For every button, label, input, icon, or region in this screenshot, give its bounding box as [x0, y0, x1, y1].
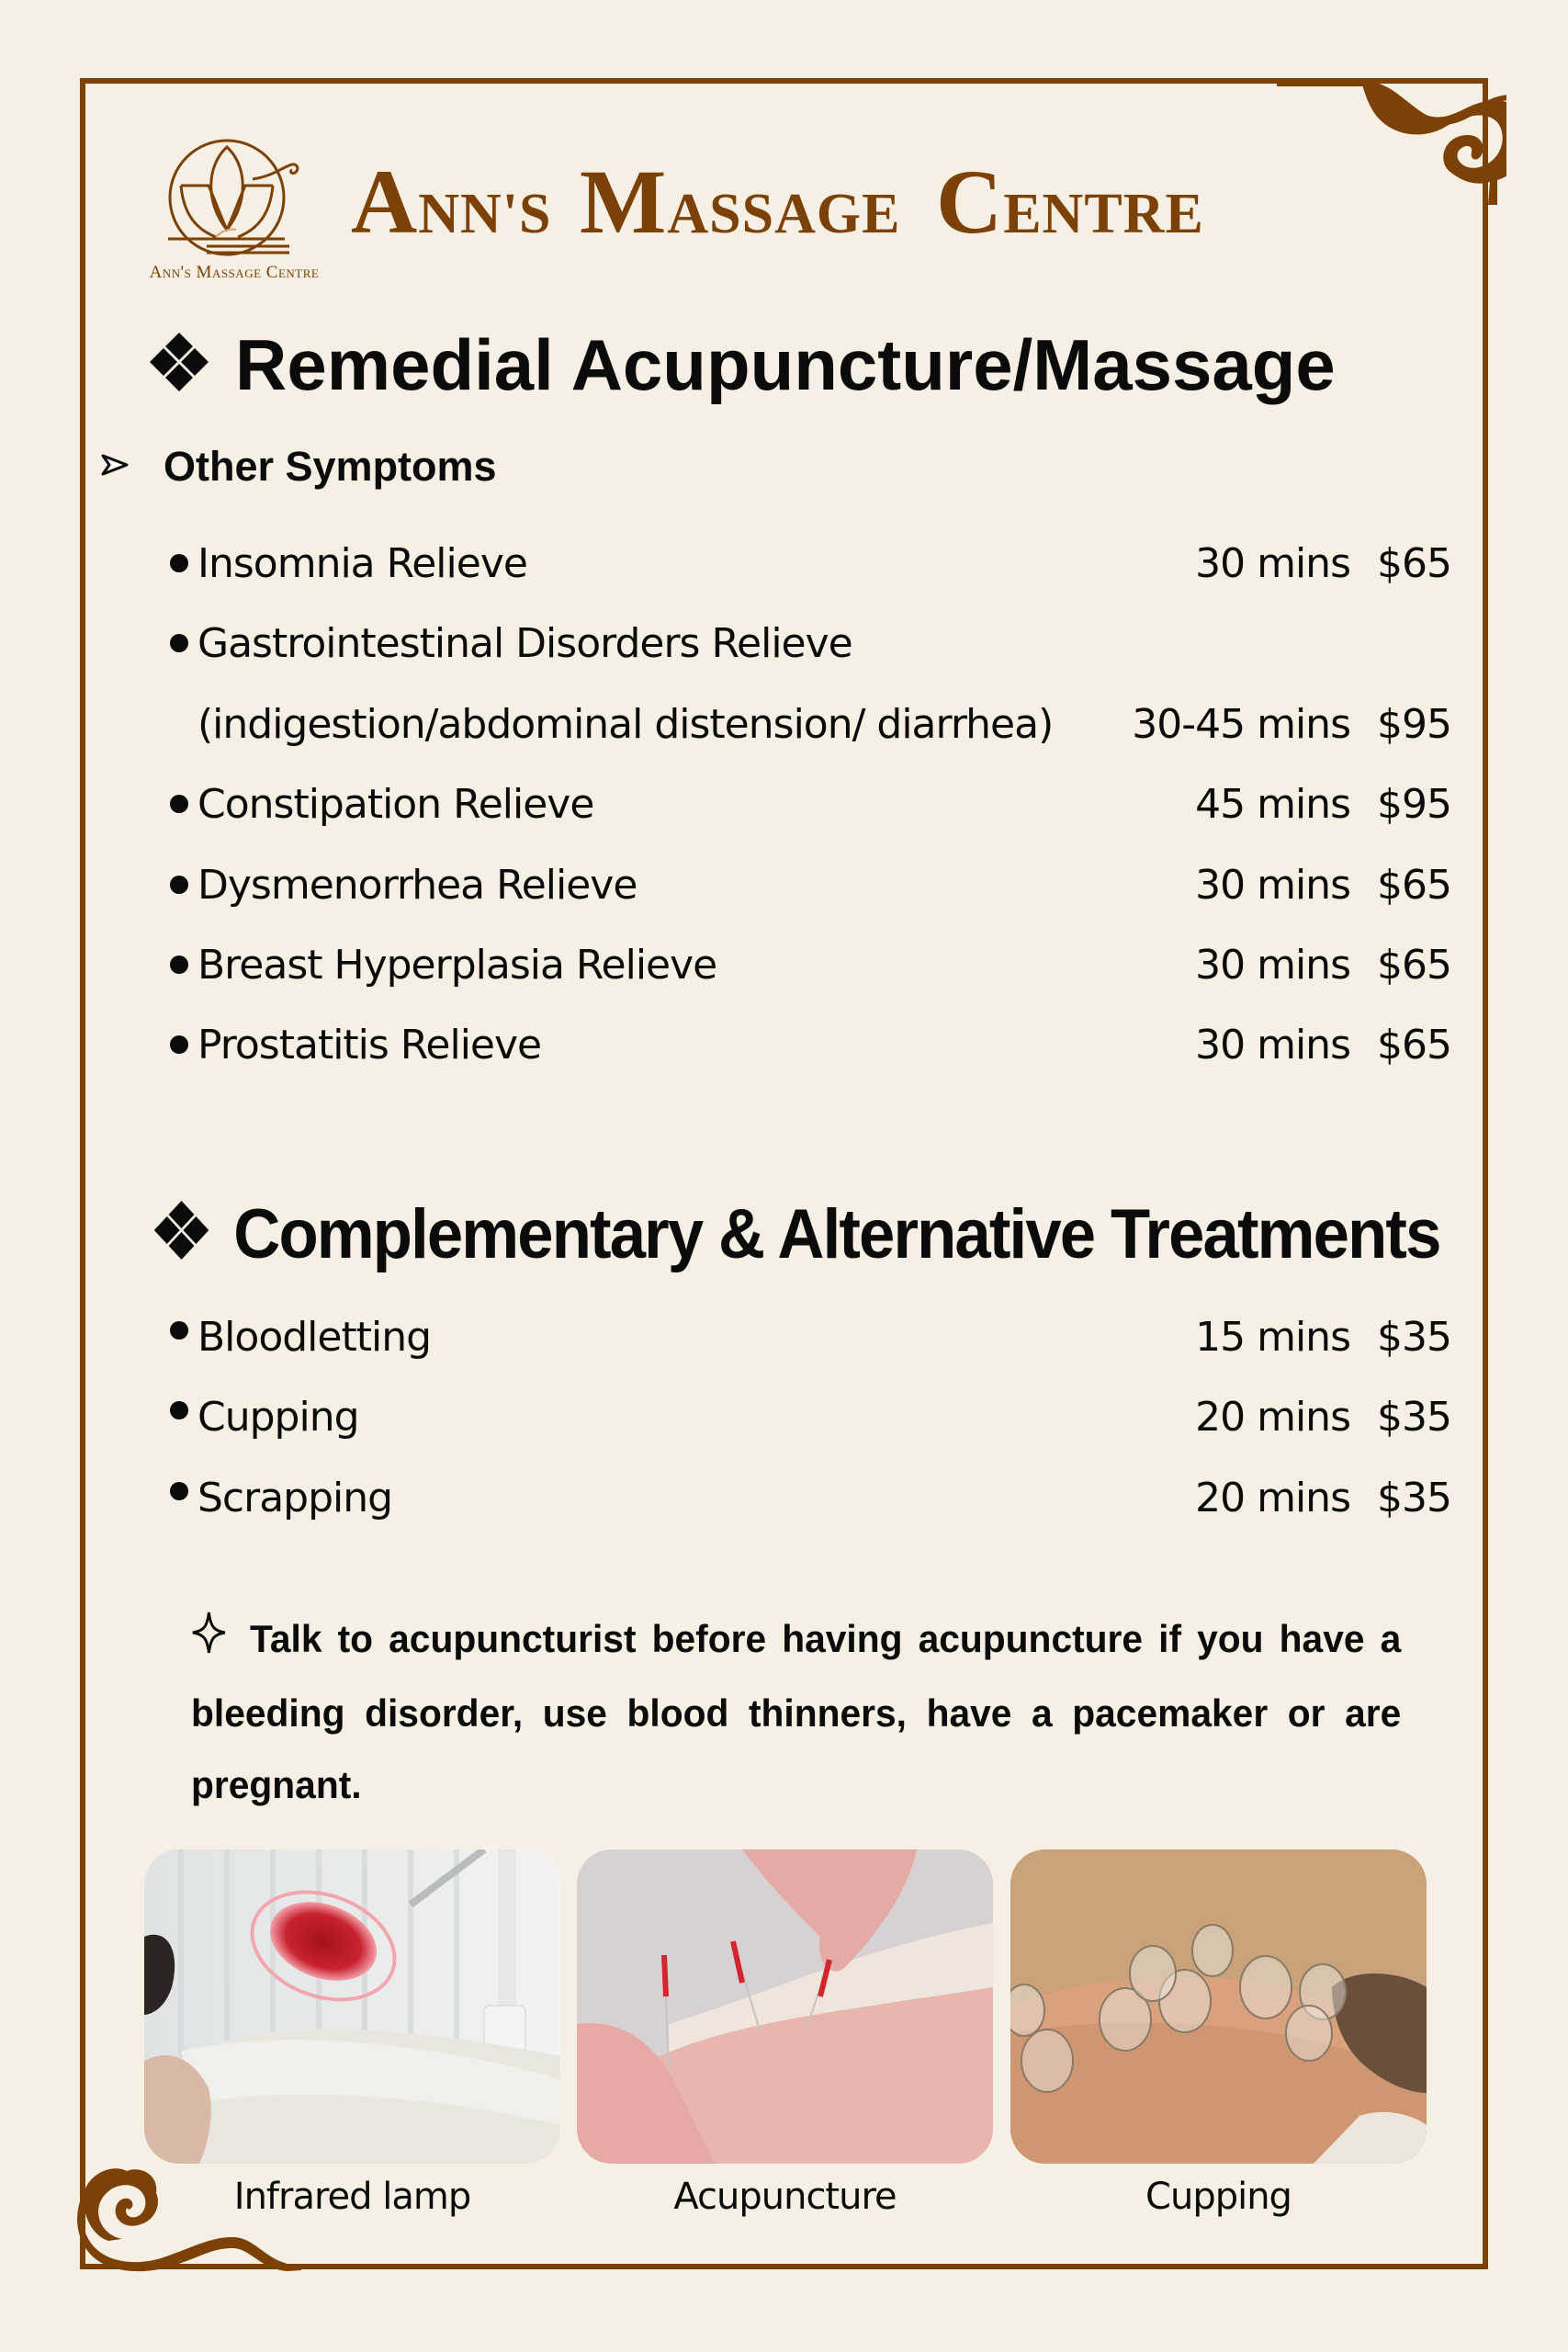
service-duration: 30-45 mins: [1132, 700, 1350, 748]
safety-note-text: Talk to acupuncturist before having acupuncture if you have a bleeding disorder, use blood thinners, have a pacemaker or are pregnant.: [191, 1617, 1402, 1806]
title-initial: A: [351, 151, 419, 253]
service-name: Bloodletting: [197, 1313, 432, 1361]
title-word: NN'S: [418, 183, 552, 245]
arrowhead-icon: [101, 450, 129, 484]
service-price: $65: [1377, 861, 1451, 909]
service-duration: 20 mins: [1195, 1393, 1350, 1441]
service-price: $65: [1377, 539, 1451, 587]
bullet-icon: [170, 876, 188, 894]
service-duration: 30 mins: [1195, 941, 1350, 989]
service-duration: 20 mins: [1195, 1474, 1350, 1521]
four-diamond-icon: [147, 323, 211, 407]
service-name: Prostatitis Relieve: [197, 1021, 542, 1069]
section-heading-text: Remedial Acupuncture/Massage: [235, 324, 1336, 405]
service-price: $95: [1377, 780, 1451, 828]
section-heading-remedial: [147, 323, 1336, 407]
bullet-icon: [170, 1482, 188, 1500]
service-row: [170, 857, 1451, 912]
service-name: Gastrointestinal Disorders Relieve: [197, 619, 852, 667]
service-price: $35: [1377, 1393, 1451, 1441]
service-price: $35: [1377, 1313, 1451, 1361]
service-row: [170, 616, 1451, 671]
service-duration: 30 mins: [1195, 1021, 1350, 1069]
service-row: [170, 937, 1451, 992]
section-heading-complementary: [152, 1194, 1440, 1274]
four-diamond-icon: [152, 1194, 211, 1274]
acupuncture-photo: [577, 1849, 993, 2164]
service-duration: 30 mins: [1195, 539, 1350, 587]
service-name: Constipation Relieve: [197, 780, 594, 828]
service-row-continuation: [170, 696, 1451, 752]
service-row: [170, 536, 1451, 591]
service-row: [170, 776, 1451, 831]
sparkle-icon: [191, 1606, 227, 1678]
service-price: $95: [1377, 700, 1451, 748]
service-price: $65: [1377, 941, 1451, 989]
section-heading-text: Complementary & Alternative Treatments: [233, 1195, 1440, 1273]
service-price: $65: [1377, 1021, 1451, 1069]
title-word: ASSAGE: [667, 183, 901, 245]
photo-caption: Infrared lamp: [233, 2176, 471, 2218]
photo-caption: Cupping: [1145, 2176, 1292, 2218]
service-row: [170, 1017, 1451, 1072]
bullet-icon: [170, 795, 188, 813]
title-word: ENTRE: [1003, 183, 1204, 245]
bullet-icon: [170, 1321, 188, 1340]
bullet-icon: [170, 634, 188, 652]
service-row: [170, 1470, 1451, 1525]
bullet-icon: [170, 1035, 188, 1054]
title-initial: C: [935, 151, 1004, 253]
subheading-text: Other Symptoms: [164, 443, 497, 490]
title-initial: M: [579, 151, 668, 253]
service-name: Insomnia Relieve: [197, 539, 527, 587]
bullet-icon: [170, 956, 188, 974]
service-name: (indigestion/abdominal distension/ diarrhea): [197, 700, 1054, 748]
swirl-corner-top-right-icon: [1277, 72, 1506, 205]
service-name: Cupping: [197, 1393, 359, 1441]
logo-caption: Ann's Massage Centre: [149, 263, 320, 282]
service-duration: 30 mins: [1195, 861, 1350, 909]
bullet-icon: [170, 554, 188, 572]
service-row: [170, 1309, 1451, 1364]
infrared-lamp-photo: [144, 1849, 560, 2164]
service-name: Dysmenorrhea Relieve: [197, 861, 637, 909]
cupping-photo: [1010, 1849, 1427, 2164]
service-name: Breast Hyperplasia Relieve: [197, 941, 717, 989]
bullet-icon: [170, 1401, 188, 1419]
photo-caption: Acupuncture: [673, 2176, 897, 2218]
service-row: [170, 1389, 1451, 1444]
brand-title: [351, 149, 1204, 254]
service-price: $35: [1377, 1474, 1451, 1521]
safety-note: [191, 1603, 1401, 1821]
service-duration: 15 mins: [1195, 1313, 1350, 1361]
service-duration: 45 mins: [1195, 780, 1350, 828]
service-name: Scrapping: [197, 1474, 393, 1521]
subheading-other-symptoms: [101, 443, 497, 491]
